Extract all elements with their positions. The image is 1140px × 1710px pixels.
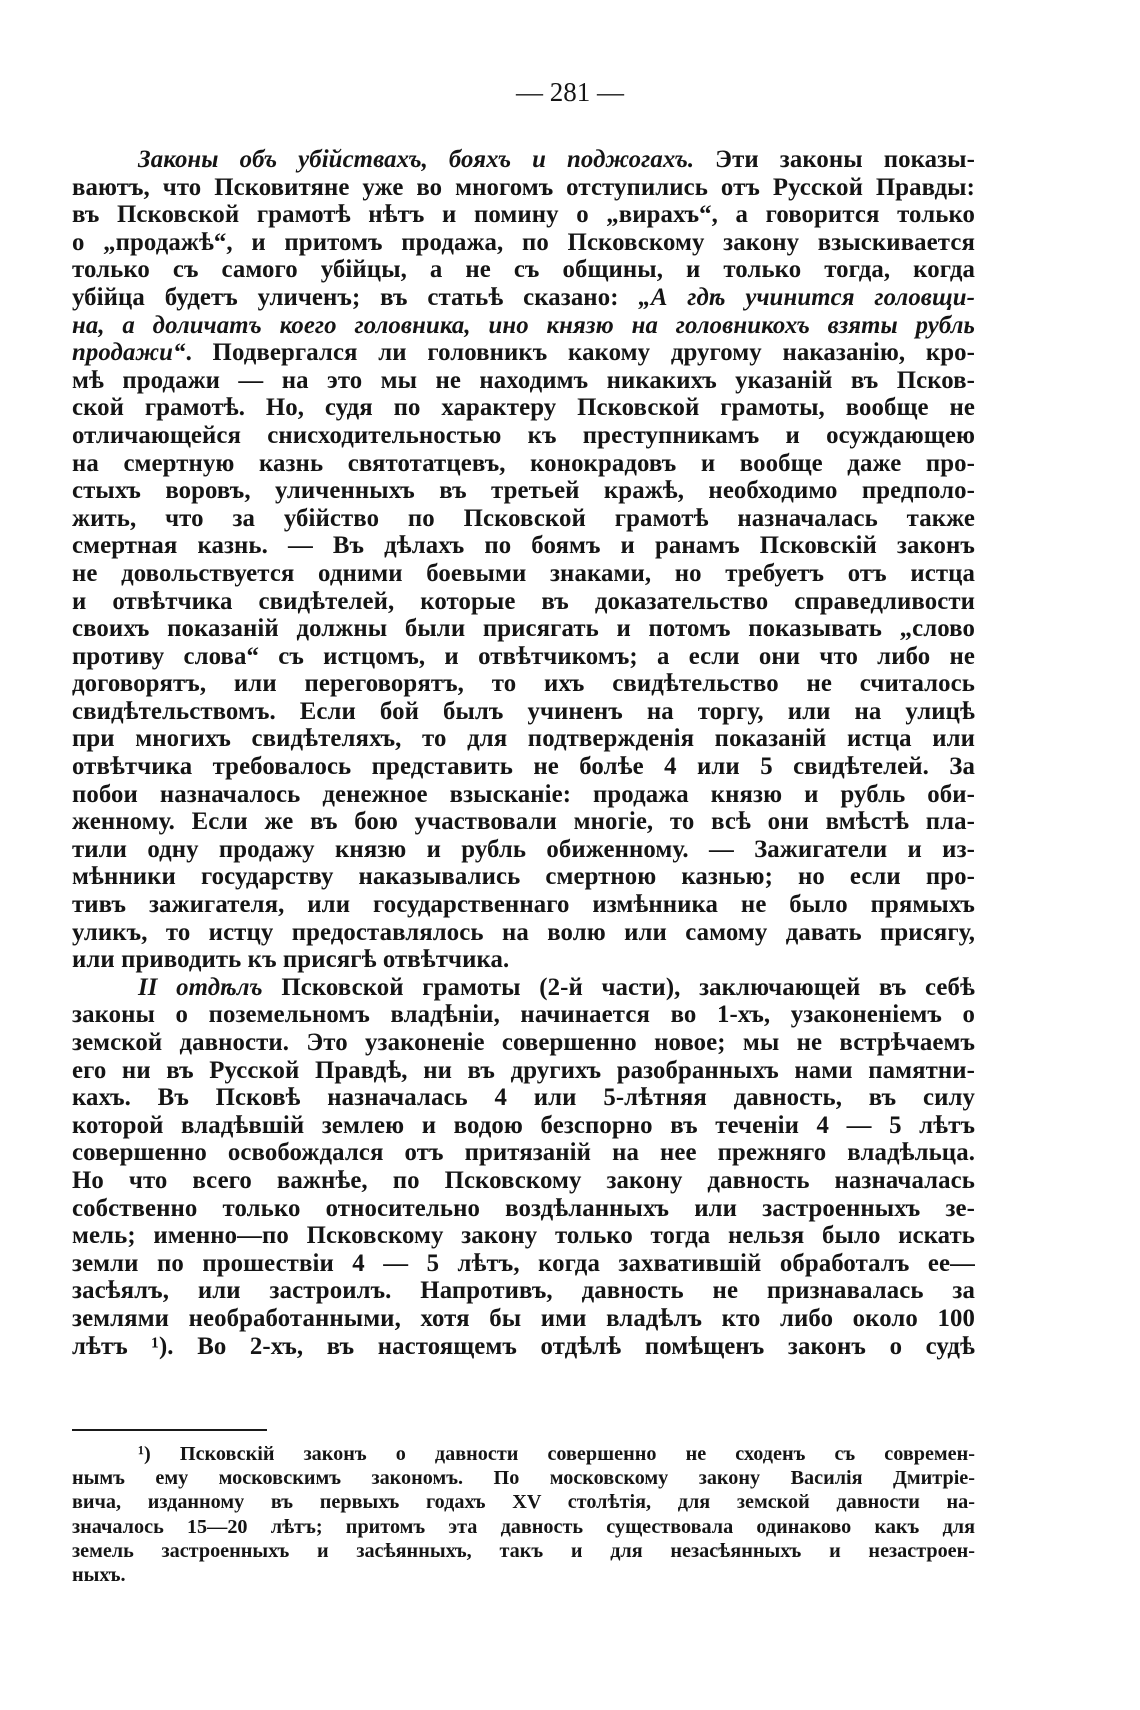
main-line <box>72 339 975 367</box>
main-line <box>72 808 975 836</box>
main-text: только съ самого убійцы, а не съ общины, и только тогда, когда <box>72 256 975 284</box>
main-text: его ни въ Русской Правдѣ, ни въ другихъ разобранныхъ нами памятни- <box>72 1056 975 1084</box>
main-italic-phrase: на, а доличатъ коего головника, ино князю на головникохъ взяты рубль <box>72 311 975 339</box>
page-number <box>0 74 1140 110</box>
main-line <box>72 532 975 560</box>
main-text: мель; именно—по Псковскому закону только тогда нельзя было искать <box>72 1222 975 1250</box>
main-text: отвѣтчика требовалось представить не болѣе 4 или 5 свидѣтелей. За <box>72 753 975 781</box>
main-text: свидѣтельствомъ. Если бой былъ учиненъ на торгу, или на улицѣ <box>72 697 975 725</box>
main-text: которой владѣвшій землею и водою безспорно въ теченіи 4 — 5 лѣтъ <box>72 1111 975 1139</box>
main-line <box>72 146 975 174</box>
main-italic-phrase: Законы объ убійствахъ, бояхъ и поджогахъ. <box>138 146 695 173</box>
main-text: не довольствуется одними боевыми знаками, но требуетъ отъ истца <box>72 559 975 587</box>
main-line <box>72 1333 975 1361</box>
main-line <box>72 670 975 698</box>
main-italic-phrase: II отдѣлъ <box>138 973 263 1001</box>
main-line <box>72 1250 975 1278</box>
main-line <box>72 725 975 753</box>
main-line <box>72 284 975 312</box>
main-italic-phrase: „А гдѣ учинится головщи- <box>638 283 975 311</box>
footnote-separator-rule <box>72 1429 267 1431</box>
footnote-text: ¹) Псковскій законъ о давности совершенно не сходенъ съ современ- <box>138 1443 975 1465</box>
main-text: тивъ зажигателя, или государственнаго измѣнника не было прямыхъ <box>72 891 975 919</box>
main-text: договорятъ, или переговорятъ, то ихъ свидѣтельство не считалось <box>72 670 975 698</box>
main-line <box>72 863 975 891</box>
main-text: мѣ продажи — на это мы не находимъ никакихъ указаній въ Псков- <box>72 366 975 394</box>
main-text: земли по прошествіи 4 — 5 лѣтъ, когда захватившій обработалъ ее— <box>72 1249 975 1277</box>
main-text: въ Псковской грамотѣ нѣтъ и помину о „вирахъ“, а говорится только <box>72 201 975 229</box>
footnote-text: ныхъ. <box>72 1563 126 1586</box>
main-line <box>72 1112 975 1140</box>
main-text: земской давности. Это узаконеніе совершенно новое; мы не встрѣчаемъ <box>72 1029 975 1056</box>
main-line <box>72 946 975 974</box>
main-line <box>72 505 975 533</box>
main-line <box>72 367 975 395</box>
main-line <box>72 1029 975 1057</box>
main-line <box>72 753 975 781</box>
footnote-line <box>72 1466 975 1490</box>
main-text: смертная казнь. — Въ дѣлахъ по боямъ и ранамъ Псковскій законъ <box>72 532 975 560</box>
main-italic-phrase: продажи“ <box>72 339 186 367</box>
main-text: ваютъ, что Псковитяне уже во многомъ отступились отъ Русской Правды: <box>72 173 975 201</box>
main-text: убійца будетъ уличенъ; въ статьѣ сказано: <box>72 283 639 311</box>
main-text: Эти законы показы- <box>694 146 975 173</box>
main-line <box>72 1084 975 1112</box>
main-line <box>72 588 975 616</box>
main-text: Но что всего важнѣе, по Псковскому закону давность назначалась <box>72 1166 975 1194</box>
main-text-body <box>72 146 975 1360</box>
footnote-line <box>72 1490 975 1514</box>
main-line <box>72 256 975 284</box>
main-text: жить, что за убійство по Псковской грамотѣ назначалась также <box>72 504 975 532</box>
footnote-text: нымъ ему московскимъ закономъ. По московскому закону Василія Дмитріе- <box>72 1467 975 1490</box>
main-line <box>72 477 975 505</box>
main-text: Псковской грамоты (2-й части), заключающей въ себѣ <box>262 973 975 1001</box>
main-text: отличающейся снисходительностью къ преступникамъ и осуждающею <box>72 421 975 449</box>
footnote-line <box>72 1563 975 1587</box>
main-line <box>72 1222 975 1250</box>
main-text: совершенно освобождался отъ притязаній на нее прежняго владѣльца. <box>72 1139 975 1167</box>
main-text: или приводить къ присягѣ отвѣтчика. <box>72 946 510 974</box>
main-text: кахъ. Въ Псковѣ назначалась 4 или 5-лѣтняя давность, въ силу <box>72 1084 975 1112</box>
main-line <box>72 698 975 726</box>
footnote-text <box>72 1442 975 1587</box>
main-line <box>72 1057 975 1085</box>
footnote-text: земель застроенныхъ и засѣянныхъ, такъ и для незасѣянныхъ и незастроен- <box>72 1539 975 1562</box>
main-text: на смертную казнь святотатцевъ, конокрадовъ и вообще даже про- <box>72 449 975 477</box>
footnote-line <box>72 1442 975 1466</box>
main-text: уликъ, то истцу предоставлялось на волю или самому давать присягу, <box>72 918 975 946</box>
footnote-text: значалось 15—20 лѣтъ; притомъ эта давность существовала одинаково какъ для <box>72 1515 975 1538</box>
main-line <box>72 1305 975 1333</box>
main-line <box>72 174 975 202</box>
main-line <box>72 1139 975 1167</box>
main-line <box>72 1277 975 1305</box>
main-line <box>72 615 975 643</box>
main-line <box>72 201 975 229</box>
main-text: засѣялъ, или застроилъ. Напротивъ, давность не признавалась за <box>72 1277 975 1305</box>
main-line <box>72 643 975 671</box>
main-line <box>72 1167 975 1195</box>
main-line <box>72 781 975 809</box>
footnote-line <box>72 1539 975 1563</box>
main-text: землями необработанными, хотя бы ими владѣлъ кто либо около 100 <box>72 1304 975 1332</box>
main-line <box>72 394 975 422</box>
main-text: стыхъ воровъ, уличенныхъ въ третьей кражѣ, необходимо предполо- <box>72 477 975 505</box>
main-line <box>72 836 975 864</box>
main-text: своихъ показаній должны были присягать и потомъ показывать „слово <box>72 615 975 643</box>
main-line <box>72 560 975 588</box>
main-text: . Подвергался ли головникъ какому другому наказанію, кро- <box>185 339 975 367</box>
main-line <box>72 450 975 478</box>
main-text: тили одну продажу князю и рубль обиженному. — Зажигатели и из- <box>72 835 975 863</box>
main-line <box>72 974 975 1002</box>
footnote-text: вича, изданному въ первыхъ годахъ XV столѣтія, для земской давности на- <box>72 1491 975 1514</box>
main-text: ской грамотѣ. Но, судя по характеру Псковской грамоты, вообще не <box>72 394 975 422</box>
main-text: собственно только относительно воздѣланныхъ или застроенныхъ зе- <box>72 1194 975 1222</box>
main-text: мѣнники государству наказывались смертною казнью; но если про- <box>72 863 975 891</box>
footnote-line <box>72 1515 975 1539</box>
main-text: женному. Если же въ бою участвовали многіе, то всѣ они вмѣстѣ пла- <box>72 808 975 836</box>
main-text: законы о поземельномъ владѣніи, начинается во 1-хъ, узаконеніемъ о <box>72 1001 975 1029</box>
main-text: и отвѣтчика свидѣтелей, которые въ доказательство справедливости <box>72 587 975 615</box>
main-line <box>72 1195 975 1223</box>
main-line <box>72 422 975 450</box>
main-text: побои назначалось денежное взысканіе: продажа князю и рубль оби- <box>72 780 975 808</box>
main-text: при многихъ свидѣтеляхъ, то для подтвержденія показаній истца или <box>72 725 975 753</box>
main-line <box>72 312 975 340</box>
main-text: противу слова“ съ истцомъ, и отвѣтчикомъ; а если они что либо не <box>72 642 975 670</box>
main-line <box>72 229 975 257</box>
main-text: лѣтъ ¹). Во 2-хъ, въ настоящемъ отдѣлѣ помѣщенъ законъ о судѣ <box>72 1332 975 1360</box>
main-line <box>72 1001 975 1029</box>
main-text: о „продажѣ“, и притомъ продажа, по Псковскому закону взыскивается <box>72 228 975 256</box>
main-line <box>72 919 975 947</box>
main-line <box>72 891 975 919</box>
page-number-text: — 281 — <box>516 77 624 107</box>
